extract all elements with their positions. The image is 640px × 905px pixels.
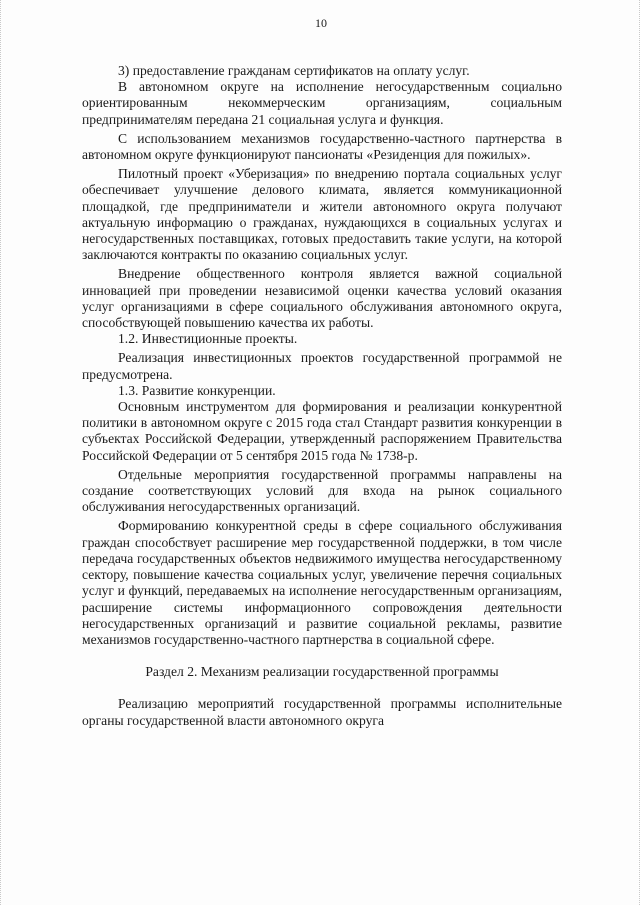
paragraph-market-entry: Отдельные мероприятия государственной программы направлены на создание соответствующих условий для входа на рынок социального обслуживания негосударственных организаций. [82, 466, 562, 515]
subheading-competition: 1.3. Развитие конкуренции. [118, 382, 276, 398]
paragraph-competitive-environment: Формированию конкурентной среды в сфере социального обслуживания граждан способствует расширение мер государственной поддержки, в том числе передача государственных объектов недвижимого имущества негосударственному сектору, повышение качества социальных услуг, увеличение перечня социальных услуг и функций, передаваемых на исполнение негосударственным организациям, расширение системы информационного сопровождения деятельности негосударственных организаций и развитие социальной рекламы, развитие механизмов государственно-частного партнерства в социальной сфере. [82, 518, 562, 647]
paragraph-investment-projects: Реализация инвестиционных проектов государственной программой не предусмотрена. [82, 350, 562, 382]
subheading-investment-projects: 1.2. Инвестиционные проекты. [118, 331, 298, 347]
paragraph-implementation: Реализацию мероприятий государственной программы исполнительные органы государственной власти автономного округа [82, 696, 562, 728]
paragraph-public-control: Внедрение общественного контроля является важной социальной инновацией при проведении независимой оценки качества условий оказания услуг организациями в сфере социального обслуживания автономного округа, способствующей повышению качества их работы. [82, 266, 562, 331]
paragraph-certificates: 3) предоставление гражданам сертификатов на оплату услуг. [118, 63, 470, 78]
document-body [82, 63, 562, 729]
paragraph-public-private-partnership: С использованием механизмов государственно-частного партнерства в автономном округе функционируют пансионаты «Резиденция для пожилых». [82, 130, 562, 163]
paragraph-competition-standard: Основным инструментом для формирования и реализации конкурентной политики в автономном округе с 2015 года стал Стандарт развития конкуренции в субъектах Российской Федерации, утвержденный распоряжением Правительства Российской Федерации от 5 сентября 2015 года № 1738-р. [82, 399, 562, 463]
paragraph-uberization-project: Пилотный проект «Уберизация» по внедрению портала социальных услуг обеспечивает улучшение делового климата, является коммуникационной площадкой, где предприниматели и жители автономного округа получают актуальную информацию о гражданах, нуждающихся в социальных услугах и негосударственных поставщиках, готовых предоставить такие услуги, на которой заключаются контракты по оказанию социальных услуг. [82, 166, 562, 263]
page-number: 10 [315, 16, 327, 30]
section-title: Раздел 2. Механизм реализации государственной программы [145, 664, 499, 680]
paragraph-transferred-services: В автономном округе на исполнение негосударственным социально ориентированным некоммерческим организациям, социальным предпринимателям передана 21 социальная услуга и функция. [82, 79, 562, 127]
